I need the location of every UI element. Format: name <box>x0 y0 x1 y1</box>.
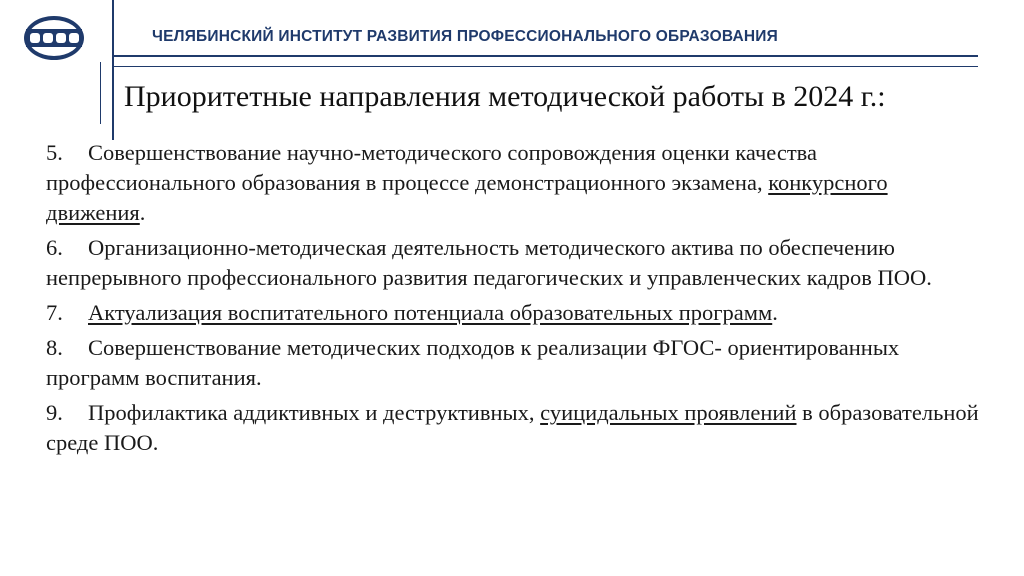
item-number: 6. <box>46 235 63 260</box>
item-tail: . <box>139 200 146 225</box>
institute-name: ЧЕЛЯБИНСКИЙ ИНСТИТУТ РАЗВИТИЯ ПРОФЕССИОНАЛЬНОГО ОБРАЗОВАНИЯ <box>152 28 778 45</box>
slide-title: Приоритетные направления методической работы в 2024 г.: <box>124 80 886 113</box>
item-number: 5. <box>46 140 63 165</box>
item-text: Совершенствование методических подходов к реализации ФГОС- ориентированных программ воспитания. <box>46 335 900 390</box>
item-underlined-text: конкурсного движения <box>46 170 888 225</box>
item-text: Совершенствование научно-методического сопровождения оценки качества профессионального образования в процессе демонстрационного экзамена, <box>46 140 817 195</box>
header-vertical-line <box>112 0 114 140</box>
item-tail: в образовательной среде ПОО. <box>46 400 979 455</box>
item-underlined-text: суицидальных проявлений <box>540 400 797 425</box>
list-item <box>46 138 986 228</box>
list-item <box>46 298 986 328</box>
priorities-list <box>46 138 986 463</box>
item-text: Организационно-методическая деятельность методического актива по обеспечению непрерывного профессионального развития педагогических и управленческих кадров ПОО. <box>46 235 932 290</box>
item-number: 9. <box>46 400 63 425</box>
list-item <box>46 398 986 458</box>
header-divider <box>112 55 978 57</box>
list-item <box>46 333 986 393</box>
header-vertical-line-short <box>100 62 101 124</box>
item-text: Профилактика аддиктивных и деструктивных, <box>88 400 541 425</box>
header-divider-thin <box>112 66 978 67</box>
list-item <box>46 233 986 293</box>
item-number: 8. <box>46 335 63 360</box>
item-tail: . <box>772 300 778 325</box>
item-number: 7. <box>46 300 63 325</box>
item-underlined-text: Актуализация воспитательного потенциала образовательных программ <box>88 300 773 325</box>
institute-logo-icon <box>22 14 86 62</box>
